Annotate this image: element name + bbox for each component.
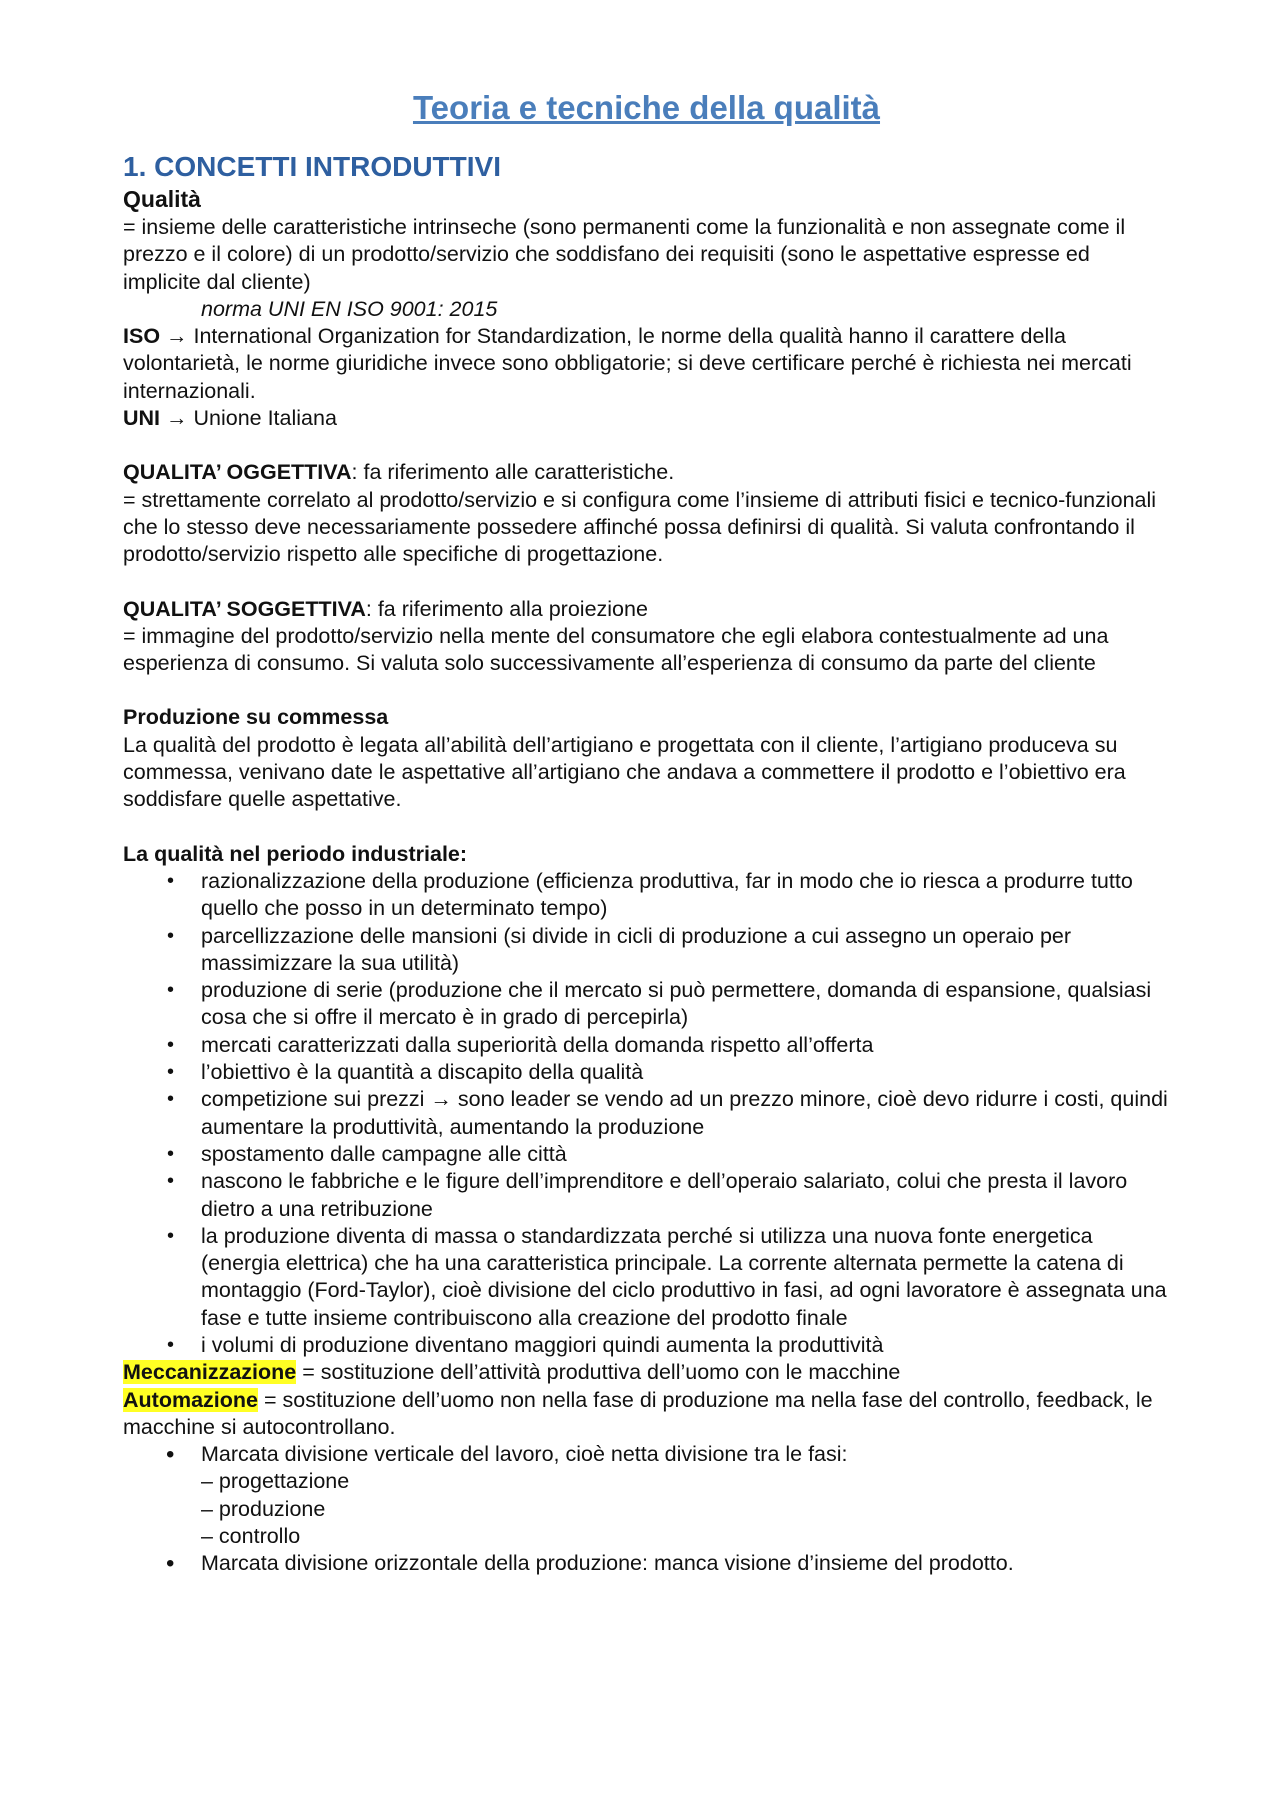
soggettiva-lead bbox=[123, 596, 1170, 623]
list-item: • spostamento dalle campagne alle città bbox=[201, 1141, 1170, 1168]
list-item: • nascono le fabbriche e le figure dell’imprenditore e dell’operaio salariato, colui che presta il lavoro dietro a una retribuzione bbox=[201, 1168, 1170, 1223]
spacer bbox=[123, 432, 1170, 459]
oggettiva-text: = strettamente correlato al prodotto/servizio e si configura come l’insieme di attributi fisici e tecnico-funzionali che lo stesso deve necessariamente possedere affinché possa definirsi di qualità. Si valuta confrontando il prodotto/servizio rispetto alle specifiche di progettazione. bbox=[123, 487, 1157, 567]
divisione-list bbox=[123, 1441, 1170, 1577]
list-item: • competizione sui prezzi → sono leader se vendo ad un prezzo minore, cioè devo ridurre i costi, quindi aumentare la produttività, aumentando la produzione bbox=[201, 1086, 1170, 1141]
automazione-highlight: Automazione bbox=[123, 1387, 258, 1412]
list-item: • produzione di serie (produzione che il mercato si può permettere, domanda di espansione, qualsiasi cosa che si offre il mercato è in grado di percepirla) bbox=[201, 977, 1170, 1032]
spacer bbox=[123, 814, 1170, 841]
automazione-paragraph bbox=[123, 1387, 1170, 1442]
meccanizzazione-paragraph bbox=[123, 1359, 1170, 1386]
meccanizzazione-highlight: Meccanizzazione bbox=[123, 1360, 297, 1385]
iso-label: ISO bbox=[123, 324, 161, 349]
industriale-heading-text: La qualità nel periodo industriale: bbox=[123, 841, 468, 866]
meccanizzazione-text: = sostituzione dell’attività produttiva dell’uomo con le macchine bbox=[296, 1360, 901, 1385]
list-item-vertical bbox=[201, 1441, 1170, 1550]
section-heading: 1. CONCETTI INTRODUTTIVI bbox=[123, 151, 501, 182]
qualita-definition: = insieme delle caratteristiche intrinseche (sono permanenti come la funzionalità e non assegnate come il prezzo e il colore) di un prodotto/servizio che soddisfano dei requisiti (sono le aspettative espresse ed implicite dal cliente) bbox=[123, 215, 1126, 294]
oggettiva-lead-text: : fa riferimento alle caratteristiche. bbox=[351, 460, 675, 485]
iso-paragraph bbox=[123, 323, 1170, 405]
phase-item: – produzione bbox=[201, 1496, 326, 1521]
oggettiva-label: QUALITA’ OGGETTIVA bbox=[123, 460, 352, 485]
phase-item: – controllo bbox=[201, 1524, 301, 1549]
soggettiva-text: = immagine del prodotto/servizio nella mente del consumatore che egli elabora contestualmente ad una esperienza di consumo. Si valuta solo successivamente all’esperienza di consumo da parte del cliente bbox=[123, 623, 1109, 676]
commessa-heading bbox=[123, 704, 1170, 731]
document-title: Teoria e tecniche della qualità bbox=[412, 89, 881, 126]
uni-label: UNI bbox=[123, 406, 161, 431]
vertical-text: Marcata divisione verticale del lavoro, cioè netta divisione tra le fasi: bbox=[201, 1442, 848, 1467]
qualita-heading: Qualità bbox=[123, 186, 201, 212]
list-item: • l’obiettivo è la quantità a discapito della qualità bbox=[201, 1059, 1170, 1086]
oggettiva-lead bbox=[123, 459, 1170, 486]
phase-item: – progettazione bbox=[201, 1469, 350, 1494]
iso-text: → International Organization for Standardization, le norme della qualità hanno il carattere della volontarietà, le norme giuridiche invece sono obbligatorie; si deve certificare perché è richiesta nei mercati internazionali. bbox=[123, 324, 1132, 403]
uni-paragraph bbox=[123, 405, 1170, 432]
list-item: • i volumi di produzione diventano maggiori quindi aumenta la produttività bbox=[201, 1332, 1170, 1359]
soggettiva-label: QUALITA’ SOGGETTIVA bbox=[123, 596, 366, 621]
industriale-heading bbox=[123, 841, 1170, 868]
industriale-list bbox=[123, 868, 1170, 1359]
spacer bbox=[123, 677, 1170, 704]
list-item: • parcellizzazione delle mansioni (si divide in cicli di produzione a cui assegno un operaio per massimizzare la sua utilità) bbox=[201, 923, 1170, 978]
commessa-text: La qualità del prodotto è legata all’abilità dell’artigiano e progettata con il cliente, l’artigiano produceva su commessa, venivano date le aspettative all’artigiano che andava a commettere il prodotto e l’obiettivo era soddisfare quelle aspettative. bbox=[123, 732, 1126, 812]
uni-text: → Unione Italiana bbox=[160, 406, 337, 431]
soggettiva-lead-text: : fa riferimento alla proiezione bbox=[365, 596, 648, 621]
norm-reference: norma UNI EN ISO 9001: 2015 bbox=[201, 296, 498, 321]
list-item: • razionalizzazione della produzione (efficienza produttiva, far in modo che io riesca a produrre tutto quello che posso in un determinato tempo) bbox=[201, 868, 1170, 923]
list-item: • la produzione diventa di massa o standardizzata perché si utilizza una nuova fonte energetica (energia elettrica) che ha una caratteristica principale. La corrente alternata permette la catena di montaggio (Ford-Taylor), cioè divisione del ciclo produttivo in fasi, ad ogni lavoratore è assegnata una fase e tutte insieme contribuiscono alla creazione del prodotto finale bbox=[201, 1223, 1170, 1332]
spacer bbox=[123, 569, 1170, 596]
automazione-text: = sostituzione dell’uomo non nella fase di produzione ma nella fase del controllo, feedback, le macchine si autocontrollano. bbox=[123, 1387, 1153, 1439]
list-item-horizontal: • Marcata divisione orizzontale della produzione: manca visione d’insieme del prodotto. bbox=[201, 1550, 1170, 1577]
commessa-heading-text: Produzione su commessa bbox=[123, 705, 389, 730]
list-item: • mercati caratterizzati dalla superiorità della domanda rispetto all’offerta bbox=[201, 1032, 1170, 1059]
